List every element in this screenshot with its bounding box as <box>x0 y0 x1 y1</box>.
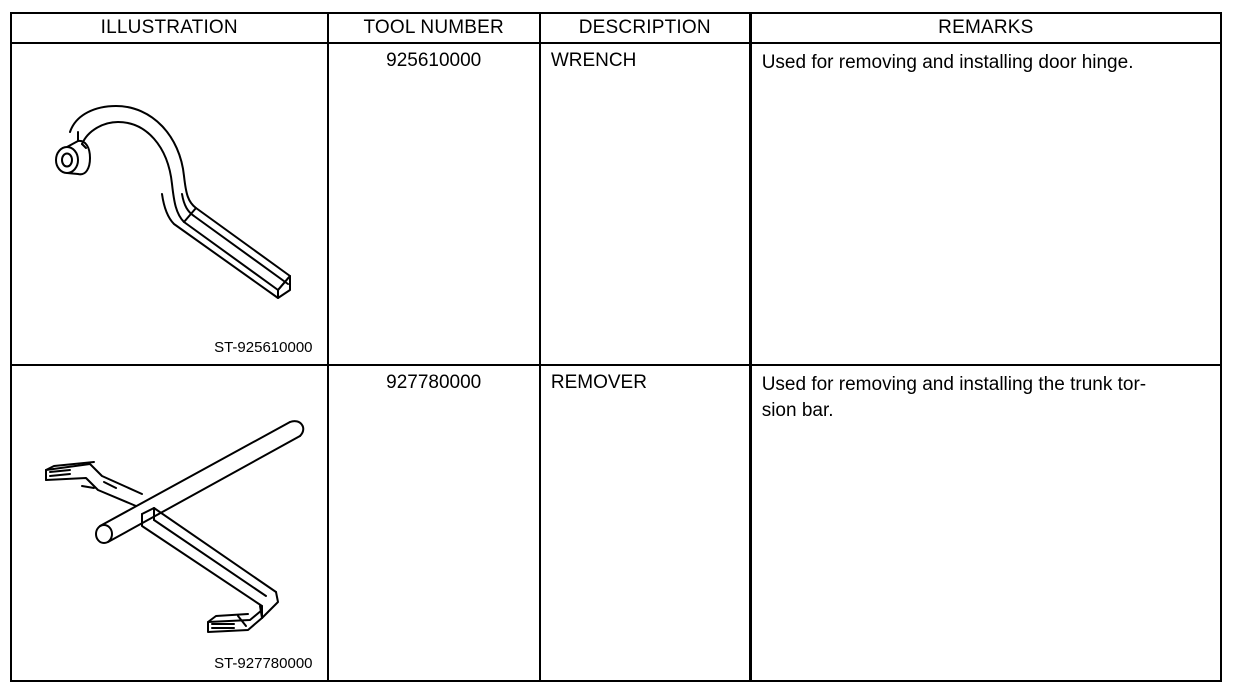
remarks-line: Used for removing and installing door hinge. <box>761 52 1134 73</box>
remarks-line: sion bar. <box>761 400 834 421</box>
table-row <box>11 365 1221 681</box>
remarks-line: Used for removing and installing the trunk tor- <box>761 374 1147 395</box>
tool-number-cell <box>328 43 540 365</box>
remarks-cell <box>750 43 1221 365</box>
description-cell <box>540 43 750 365</box>
header-row <box>11 13 1221 43</box>
hook-wrench-drawing-icon <box>12 44 328 358</box>
illustration-cell <box>11 43 328 365</box>
illustration-cell <box>11 365 328 681</box>
description: REMOVER <box>550 372 647 393</box>
tool-number: 925610000 <box>386 50 482 71</box>
description: WRENCH <box>550 50 637 71</box>
header-remarks: REMARKS <box>750 13 1221 43</box>
header-description: DESCRIPTION <box>540 13 750 43</box>
special-tools-table <box>10 12 1222 682</box>
header-tool-number: TOOL NUMBER <box>328 13 540 43</box>
illustration-label: ST-925610000 <box>214 339 313 356</box>
description-cell <box>540 365 750 681</box>
table-row <box>11 43 1221 365</box>
header-illustration: ILLUSTRATION <box>11 13 328 43</box>
remarks-cell <box>750 365 1221 681</box>
tool-number: 927780000 <box>386 372 482 393</box>
tool-number-cell <box>328 365 540 681</box>
illustration-label: ST-927780000 <box>214 655 313 672</box>
torsion-bar-remover-drawing-icon <box>12 366 328 674</box>
